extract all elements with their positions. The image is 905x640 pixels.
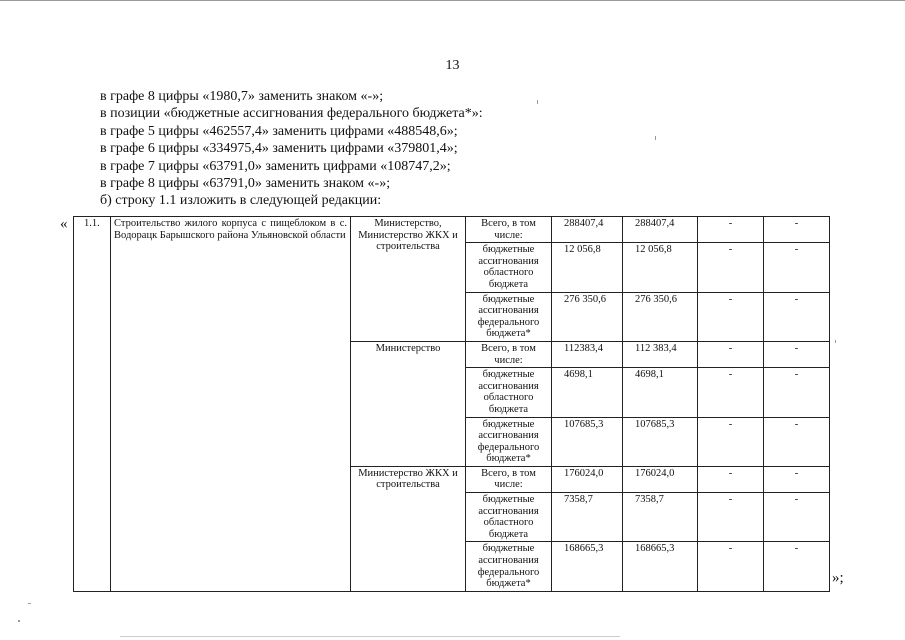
value-col8: - — [764, 341, 830, 367]
value-col8: - — [764, 542, 830, 591]
value-col6: 12 056,8 — [623, 243, 698, 292]
intro-line: в графе 8 цифры «63791,0» заменить знаком «-»; — [100, 176, 391, 192]
intro-line: б) строку 1.1 изложить в следующей редакции: — [100, 193, 382, 209]
value-col6: 107685,3 — [623, 417, 698, 466]
object-description: Строительство жилого корпуса с пищеблоком в с. Водорацк Барышского района Ульяновской области — [111, 217, 351, 592]
funding-source: бюджетные ассигнования федерального бюджета* — [466, 417, 552, 466]
value-col6: 112 383,4 — [623, 341, 698, 367]
value-col6: 288407,4 — [623, 217, 698, 243]
amendment-text — [100, 88, 800, 210]
funding-source: бюджетные ассигнования федерального бюджета* — [466, 292, 552, 341]
intro-line: в графе 5 цифры «462557,4» заменить цифрами «488548,6»; — [100, 123, 458, 139]
value-col7: - — [698, 292, 764, 341]
value-col7: - — [698, 368, 764, 417]
value-col5: 176024,0 — [552, 466, 623, 492]
value-col7: - — [698, 243, 764, 292]
value-col8: - — [764, 292, 830, 341]
responsible-party: Министерство ЖКХ и строительства — [351, 466, 466, 591]
scan-speck — [655, 136, 656, 140]
scan-speck — [28, 603, 31, 604]
intro-line: в графе 8 цифры «1980,7» заменить знаком «-»; — [100, 89, 384, 104]
value-col6: 7358,7 — [623, 493, 698, 542]
funding-source: Всего, в том числе: — [466, 466, 552, 492]
value-col7: - — [698, 466, 764, 492]
value-col5: 107685,3 — [552, 417, 623, 466]
value-col8: - — [764, 466, 830, 492]
value-col6: 4698,1 — [623, 368, 698, 417]
intro-line: в графе 6 цифры «334975,4» заменить цифрами «379801,4»; — [100, 141, 458, 157]
row-number: 1.1. — [74, 217, 111, 592]
intro-line: в графе 7 цифры «63791,0» заменить цифрами «108747,2»; — [100, 158, 451, 174]
funding-source: бюджетные ассигнования областного бюджета — [466, 368, 552, 417]
value-col6: 168665,3 — [623, 542, 698, 591]
value-col5: 12 056,8 — [552, 243, 623, 292]
funding-source: Всего, в том числе: — [466, 341, 552, 367]
scan-speck — [18, 620, 20, 622]
value-col8: - — [764, 243, 830, 292]
scan-speck — [835, 340, 836, 343]
value-col5: 288407,4 — [552, 217, 623, 243]
responsible-party: Министерство, Министерство ЖКХ и строительства — [351, 217, 466, 342]
value-col8: - — [764, 217, 830, 243]
funding-source: Всего, в том числе: — [466, 217, 552, 243]
scan-speck — [537, 100, 538, 104]
scan-edge-bottom — [120, 636, 620, 637]
value-col7: - — [698, 341, 764, 367]
value-col7: - — [698, 417, 764, 466]
funding-source: бюджетные ассигнования федерального бюджета* — [466, 542, 552, 591]
value-col8: - — [764, 368, 830, 417]
value-col8: - — [764, 417, 830, 466]
value-col5: 112383,4 — [552, 341, 623, 367]
responsible-party: Министерство — [351, 341, 466, 466]
value-col7: - — [698, 493, 764, 542]
funding-source: бюджетные ассигнования областного бюджета — [466, 243, 552, 292]
value-col5: 4698,1 — [552, 368, 623, 417]
value-col7: - — [698, 217, 764, 243]
intro-line: в позиции «бюджетные ассигнования федерального бюджета*»: — [100, 106, 483, 122]
closing-quote: »; — [832, 570, 844, 586]
value-col6: 276 350,6 — [623, 292, 698, 341]
funding-source: бюджетные ассигнования областного бюджета — [466, 493, 552, 542]
value-col7: - — [698, 542, 764, 591]
page-number: 13 — [445, 58, 460, 73]
value-col5: 168665,3 — [552, 542, 623, 591]
value-col6: 176024,0 — [623, 466, 698, 492]
budget-table — [73, 216, 830, 592]
value-col5: 7358,7 — [552, 493, 623, 542]
scan-edge-top — [0, 0, 905, 1]
table-row — [74, 217, 830, 243]
value-col8: - — [764, 493, 830, 542]
opening-quote: « — [60, 216, 68, 232]
value-col5: 276 350,6 — [552, 292, 623, 341]
